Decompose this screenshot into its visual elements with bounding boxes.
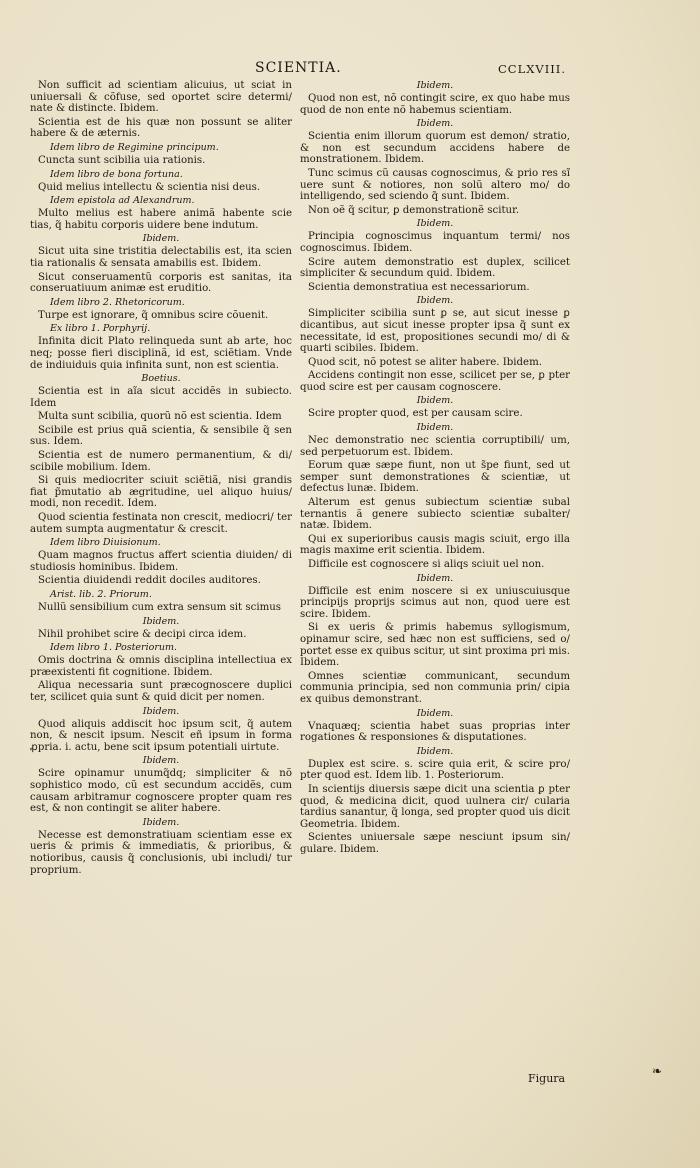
- source-citation: Idem libro 1. Posteriorum.: [50, 642, 178, 654]
- sentence-entry: Eorum quæ sæpe fiunt, non ut s̃pe fiunt, sed ut semper sunt demonstrationes & scientiæ, ut defectus lunæ. Ibidem.: [300, 460, 570, 495]
- ibidem-note: Ibidem.: [142, 705, 180, 717]
- sentence-entry: Nihil prohibet scire & decipi circa idem.: [38, 628, 247, 640]
- sentence-entry: Accidens contingit non esse, scilicet per se, ꝑ pter quod scire est per causam cognoscere.: [300, 370, 570, 393]
- sentence-entry: Si quis mediocriter sciuit sciẽtiã, nisi grandis fiat p̃mutatio ab ægritudine, uel aliquo huius/ modi, non recedit. Idem.: [30, 475, 292, 510]
- sentence-entry: Alterum est genus subiectum scientiæ subal ternantis ã genere subiecto scientiæ subalter/ natæ. Ibidem.: [300, 497, 570, 532]
- sentence-entry: Scire opinamur unumq̃dq; simpliciter & nõ sophistico modo, cũ est secundum accidẽs, cum causam arbitramur cognoscere propter quam res est, & non contingit se aliter habere.: [30, 768, 292, 815]
- ibidem-note: Ibidem.: [416, 422, 454, 434]
- sentence-entry: Scientia demonstratiua est necessariorum.: [308, 281, 530, 293]
- sentence-entry: Cuncta sunt scibilia uia rationis.: [38, 154, 206, 166]
- page-header: [0, 60, 700, 80]
- right-column: [300, 80, 570, 857]
- ibidem-note: Ibidem.: [416, 295, 454, 307]
- sentence-entry: Omis doctrina & omnis disciplina intellectiua ex præexistenti fit cognitione. Ibidem.: [30, 655, 292, 678]
- sentence-entry: Scibile est prius quã scientia, & sensibile q̃ sen sus. Idem.: [30, 424, 292, 448]
- sentence-entry: Omnes scientiæ communicant, secundum communia principia, sed non communia prin/ cipia ex quibus demonstrant.: [300, 670, 570, 705]
- sentence-entry: Duplex est scire. s. scire quia erit, & scire pro/ pter quod est. Idem lib. 1. Posteriorum.: [300, 758, 570, 782]
- sentence-entry: Tunc scimus cũ causas cognoscimus, & prio res sĩ uere sunt & notiores, non solũ altero mo/ do intelligendo, sed sciendo q̃ sunt. Ibidem.: [300, 167, 570, 203]
- sentence-entry: Quod non est, nõ contingit scire, ex quo habe mus quod de non ente nõ habemus scientiam.: [300, 93, 570, 116]
- ibidem-note: Ibidem.: [142, 615, 180, 627]
- ibidem-note: Ibidem.: [416, 707, 454, 719]
- sentence-entry: Difficile est enim noscere si ex uniuscuiusque principijs proprijs scimus aut non, quod uere est scire. Ibidem.: [300, 585, 570, 620]
- sentence-entry: Infinita dicit Plato relinqueda sunt ab arte, hoc neq; posse fieri disciplinã, id est, sciẽtiam. Vnde de indiuiduis quia infinita sunt, non est scientia.: [30, 336, 292, 371]
- sentence-entry: Nullũ sensibilium cum extra sensum sit scimus: [38, 602, 282, 613]
- sentence-entry: Turpe est ignorare, q̃ omnibus scire cõuenit.: [38, 309, 269, 321]
- sentence-entry: Nec demonstratio nec scientia corruptibili/ um, sed perpetuorum est. Ibidem.: [300, 435, 570, 458]
- ibidem-note: Ibidem.: [416, 745, 454, 757]
- left-column: [30, 80, 292, 878]
- printers-mark-icon: ❧: [652, 1064, 663, 1078]
- sentence-entry: Scientia diuidendi reddit dociles auditores.: [38, 575, 261, 587]
- running-title: SCIENTIA.: [255, 60, 342, 76]
- source-citation: Idem libro de bona fortuna.: [50, 168, 183, 180]
- sentence-entry: Scire propter quod, est per causam scire.: [308, 408, 523, 420]
- sentence-entry: In scientijs diuersis sæpe dicit una scientia ꝑ pter quod, & medicina dicit, quod uulnera cir/ cularia tardius sanantur, q̃ longa, sed propter quod uis dicit Geometria. Ibidem.: [300, 783, 570, 830]
- sentence-entry: Principia cognoscimus inquantum termi/ nos cognoscimus. Ibidem.: [300, 231, 570, 254]
- sentence-entry: Non oẽ q̃ scitur, ꝑ demonstrationẽ scitur.: [308, 204, 520, 216]
- source-citation: Idem epistola ad Alexandrum.: [50, 195, 195, 207]
- sentence-entry: Qui ex superioribus causis magis sciuit, ergo illa magis maxime erit scientia. Ibidem.: [300, 533, 570, 557]
- sentence-entry: Aliqua necessaria sunt præcognoscere duplici ter, scilicet quia sunt & quid dicit per nomen.: [30, 680, 292, 703]
- ibidem-note: Ibidem.: [416, 80, 454, 91]
- sentence-entry: Quod aliquis addiscit hoc ipsum scit, q̃ autem non, & nescit ipsum. Nescit eñ ipsum in forma ꝓpria. i. actu, bene scit ipsum potentiali uirtute.: [30, 718, 292, 753]
- source-citation: Idem libro 2. Rhetoricorum.: [50, 296, 185, 308]
- ibidem-note: Ibidem.: [142, 816, 180, 828]
- sentence-entry: Difficile est cognoscere si aliqs sciuit uel non.: [308, 559, 545, 570]
- sentence-entry: Non sufficit ad scientiam alicuius, ut sciat in uniuersali & cõfuse, sed oportet scire determi/ nate & distincte. Ibidem.: [30, 80, 292, 115]
- sentence-entry: Simpliciter scibilia sunt ꝑ se, aut sicut inesse ꝑ dicantibus, aut sicut inesse propter ipsa q̃ sunt ex necessitate, id est, propositiones secundi mo/ di & quarti scibiles. Ibidem.: [300, 308, 570, 355]
- source-citation: Idem libro Diuisionum.: [50, 537, 161, 549]
- source-citation: Idem libro de Regimine principum.: [50, 141, 219, 153]
- ibidem-note: Ibidem.: [142, 233, 180, 245]
- sentence-entry: Sicut conseruamentũ corporis est sanitas, ita conseruatiuum animæ est eruditio.: [30, 271, 292, 295]
- ibidem-note: Boetius.: [141, 373, 181, 385]
- ibidem-note: Ibidem.: [416, 218, 454, 230]
- sentence-entry: Sicut uita sine tristitia delectabilis est, ita scien tia rationalis & sensata amabilis est. Ibidem.: [30, 246, 292, 269]
- sentence-entry: Multo melius est habere animã habente scie tias, q̃ habitu corporis uidere bene indutum.: [30, 208, 292, 231]
- sentence-entry: Quod scit, nõ potest se aliter habere. Ibidem.: [308, 356, 542, 368]
- ibidem-note: Ibidem.: [142, 755, 180, 767]
- sentence-entry: Scire autem demonstratio est duplex, scilicet simpliciter & secundum quid. Ibidem.: [300, 256, 570, 280]
- catchword: Figura: [528, 1072, 566, 1085]
- folio-number: CCLXVIII.: [498, 62, 567, 76]
- ibidem-note: Ibidem.: [416, 572, 454, 584]
- sentence-entry: Scientia est de his quæ non possunt se aliter habere & de æternis.: [30, 116, 292, 140]
- sentence-entry: Si ex ueris & primis habemus syllogismum, opinamur scire, sed hæc non est sufficiens, sed o/ portet esse ex quibus scitur, ut sint proxima pri mis. Ibidem.: [300, 622, 570, 669]
- ibidem-note: Ibidem.: [416, 118, 454, 130]
- sentence-entry: Scientes uniuersale sæpe nesciunt ipsum sin/ gulare. Ibidem.: [300, 832, 570, 855]
- sentence-entry: Quod scientia festinata non crescit, mediocri/ ter autem sumpta augmentatur & crescit.: [30, 512, 292, 535]
- sentence-entry: Scientia est in aĩa sicut accidẽs in subiecto. Idem: [30, 386, 292, 409]
- sentence-entry: Multa sunt scibilia, quorũ nõ est scientia. Idem: [38, 411, 282, 423]
- source-citation: Ex libro 1. Porphyrij.: [50, 323, 151, 335]
- sentence-entry: Vnaquæq; scientia habet suas proprias inter rogationes & responsiones & disputationes.: [300, 720, 570, 744]
- sentence-entry: Quam magnos fructus affert scientia diuiden/ di studiosis hominibus. Ibidem.: [30, 550, 292, 573]
- ibidem-note: Ibidem.: [416, 395, 454, 407]
- sentence-entry: Scientia enim illorum quorum est demon/ stratio, & non est secundum accidens habere de monstrationem. Ibidem.: [300, 131, 570, 166]
- sentence-entry: Quid melius intellectu & scientia nisi deus.: [38, 181, 261, 193]
- sentence-entry: Necesse est demonstratiuam scientiam esse ex ueris & primis & immediatis, & prioribus, & notioribus, causis q̃ conclusionis, ubi includi/ tur proprium.: [30, 829, 292, 876]
- source-citation: Arist. lib. 2. Priorum.: [50, 589, 152, 600]
- sentence-entry: Scientia est de numero permanentium, & di/ scibile mobilium. Idem.: [30, 450, 292, 473]
